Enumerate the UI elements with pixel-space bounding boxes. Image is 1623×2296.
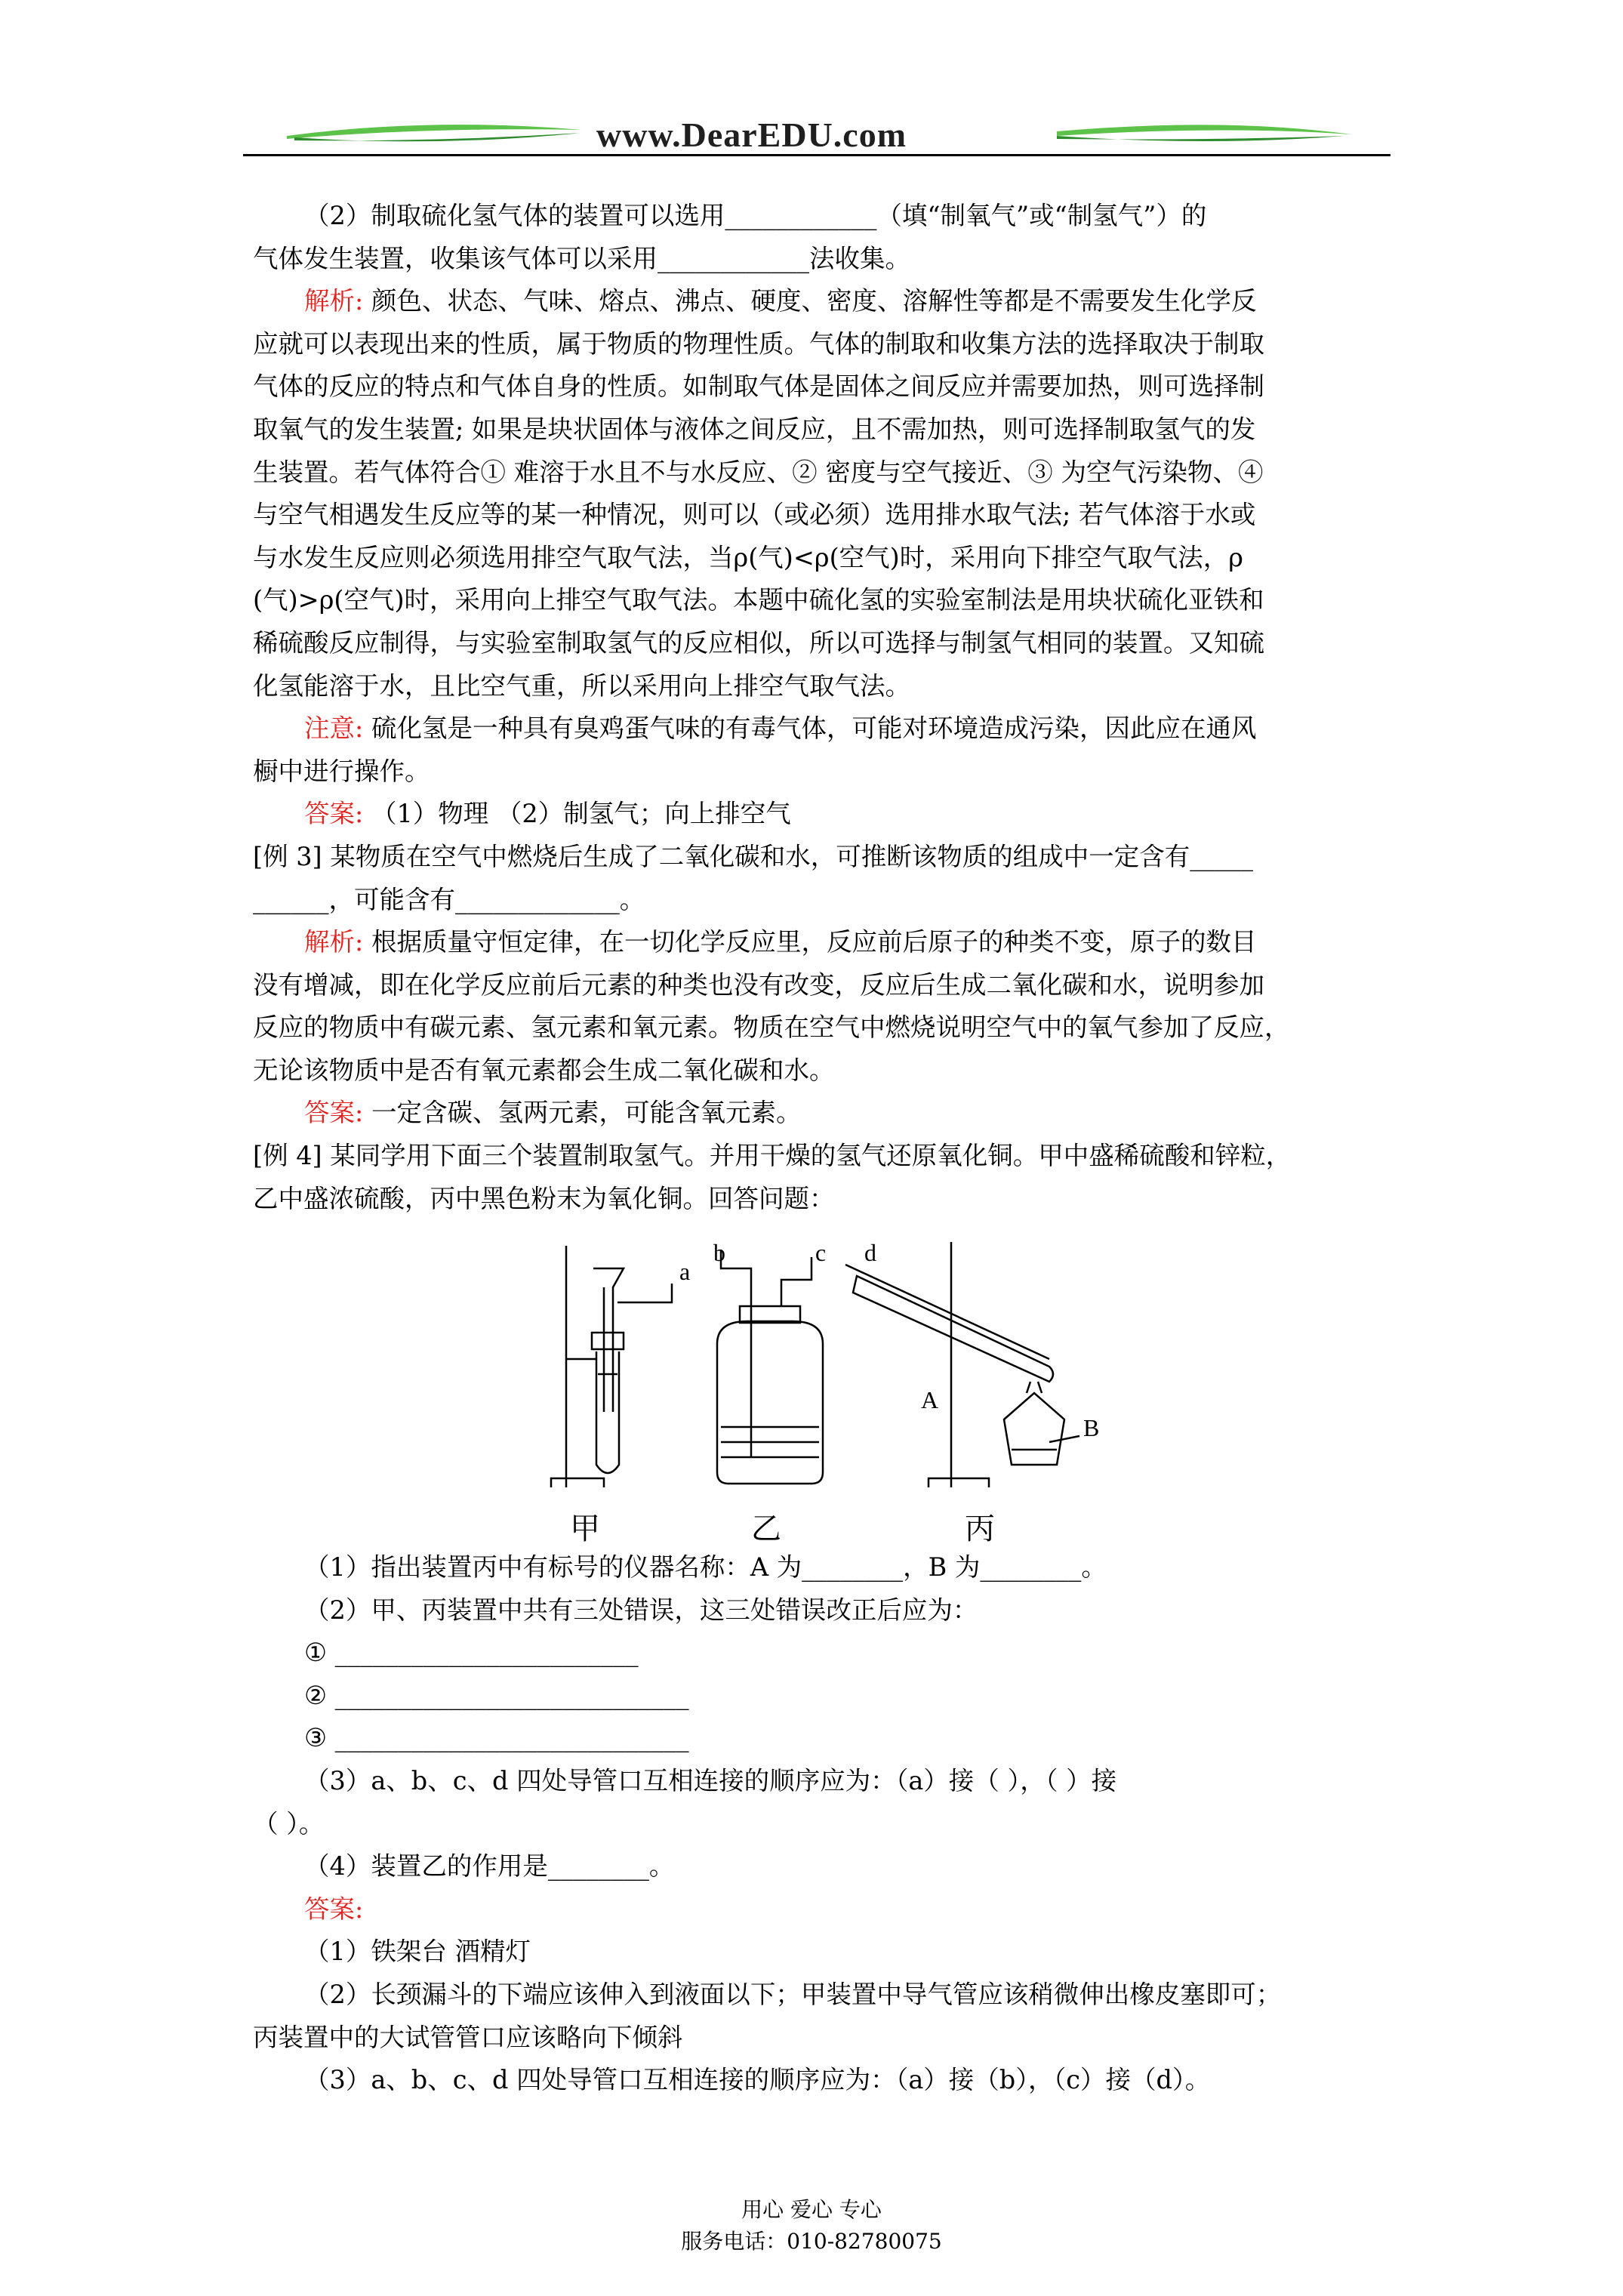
header-divider — [243, 154, 1390, 156]
line-text: ③ ____________________________ — [304, 1723, 689, 1753]
line-text: 稀硫酸反应制得，与实验室制取氢气的反应相似，所以可选择与制氢气相同的装置。又知硫 — [253, 627, 1264, 658]
text-line — [253, 1931, 1400, 1974]
line-text: 与水发生反应则必须选用排空气取气法，当ρ(气)<ρ(空气)时，采用向下排空气取气法，ρ — [253, 542, 1243, 572]
text-line — [253, 622, 1400, 665]
text-line — [253, 451, 1400, 495]
line-text: (气)>ρ(空气)时，采用向上排空气取气法。本题中硫化氢的实验室制法是用块状硫化亚铁和 — [253, 585, 1264, 615]
text-line — [253, 1803, 1400, 1846]
text-line — [253, 1717, 1400, 1760]
document-body-upper — [253, 195, 1400, 1220]
line-text: 乙中盛浓硫酸，丙中黑色粉末为氧化铜。回答问题： — [253, 1183, 835, 1213]
text-line — [253, 1760, 1400, 1803]
line-text: ______，可能含有_____________。 — [253, 884, 645, 914]
section-label: 答案: — [304, 1098, 364, 1128]
text-line — [253, 1178, 1400, 1221]
line-text: （2）甲、丙装置中共有三处错误，这三处错误改正后应为： — [304, 1595, 978, 1625]
section-label: 解析: — [304, 927, 364, 957]
line-text: [例 4] 某同学用下面三个装置制取氢气。并用干燥的氢气还原氧化铜。甲中盛稀硫酸和锌粒， — [253, 1141, 1292, 1171]
text-line — [253, 836, 1400, 879]
line-text: [例 3] 某物质在空气中燃烧后生成了二氧化碳和水，可推断该物质的组成中一定含有_____ — [253, 841, 1253, 871]
footer-slogan: 用心 爱心 专心 — [741, 2197, 882, 2222]
line-text: 一定含碳、氢两元素，可能含氧元素。 — [363, 1098, 802, 1128]
text-line — [253, 964, 1400, 1007]
text-line — [253, 1589, 1400, 1632]
line-text: 根据质量守恒定律，在一切化学反应里，反应前后原子的种类不变，原子的数目 — [363, 927, 1257, 957]
line-text: （3）a、b、c、d 四处导管口互相连接的顺序应为：（a）接（b），（c）接（d）。 — [304, 2065, 1211, 2095]
line-text: 生装置。若气体符合① 难溶于水且不与水反应、② 密度与空气接近、③ 为空气污染物、④ — [253, 457, 1264, 487]
line-text: （3）a、b、c、d 四处导管口互相连接的顺序应为：（a）接（ ），（ ）接 — [304, 1765, 1117, 1795]
text-line — [253, 579, 1400, 622]
text-line — [253, 537, 1400, 580]
line-text: 化氢能溶于水，且比空气重，所以采用向上排空气取气法。 — [253, 670, 910, 701]
text-line — [253, 750, 1400, 794]
text-line — [253, 1632, 1400, 1675]
label-c: c — [815, 1239, 827, 1266]
text-line — [253, 879, 1400, 922]
line-text: 气体发生装置，收集该气体可以采用____________法收集。 — [253, 243, 910, 273]
lab-apparatus-diagram — [521, 1238, 1140, 1563]
text-line — [253, 494, 1400, 537]
label-b: b — [713, 1239, 725, 1266]
text-line — [253, 921, 1400, 964]
line-text: 硫化氢是一种具有臭鸡蛋气味的有毒气体，可能对环境造成污染，因此应在通风 — [363, 713, 1257, 744]
text-line — [253, 195, 1400, 238]
line-text: 没有增减，即在化学反应前后元素的种类也没有改变，反应后生成二氧化碳和水，说明参加 — [253, 969, 1264, 1000]
text-line — [253, 665, 1400, 708]
text-line — [253, 1006, 1400, 1049]
line-text: 取氧气的发生装置; 如果是块状固体与液体之间反应，且不需加热，则可选择制取氢气的发 — [253, 414, 1256, 444]
line-text: 橱中进行操作。 — [253, 756, 430, 786]
label-d: d — [864, 1239, 876, 1266]
line-text: 气体的反应的特点和气体自身的性质。如制取气体是固体之间反应并需要加热，则可选择制 — [253, 371, 1264, 402]
line-text: （1）指出装置丙中有标号的仪器名称：A 为________，B 为________。 — [304, 1552, 1107, 1582]
line-text: 丙装置中的大试管管口应该略向下倾斜 — [253, 2022, 683, 2052]
text-line — [253, 365, 1400, 408]
label-A: A — [921, 1386, 939, 1413]
text-line — [253, 238, 1400, 281]
line-text: ① ________________________ — [304, 1638, 639, 1668]
caption-jia: 甲 — [570, 1512, 600, 1546]
line-text: （1）物理 （2）制氢气；向上排空气 — [363, 799, 791, 829]
line-text: （ ）。 — [253, 1808, 325, 1838]
text-line — [253, 408, 1400, 451]
line-text: 无论该物质中是否有氧元素都会生成二氧化碳和水。 — [253, 1055, 835, 1085]
line-text: （2）制取硫化氢气体的装置可以选用____________（填“制氧气”或“制氢气”）的 — [304, 201, 1207, 230]
caption-yi: 乙 — [751, 1512, 781, 1546]
line-text: （2）长颈漏斗的下端应该伸入到液面以下；甲装置中导气管应该稍微伸出橡皮塞即可； — [304, 1979, 1282, 2009]
text-line — [253, 1845, 1400, 1888]
text-line — [253, 707, 1400, 750]
line-text: 颜色、状态、气味、熔点、沸点、硬度、密度、溶解性等都是不需要发生化学反 — [363, 286, 1257, 316]
label-B: B — [1083, 1414, 1100, 1441]
label-a: a — [679, 1258, 691, 1285]
line-text: 与空气相遇发生反应等的某一种情况，则可以（或必须）选用排水取气法; 若气体溶于水或 — [253, 500, 1256, 530]
site-logo-text[interactable]: www.DearEDU.com — [596, 116, 907, 154]
line-text: 应就可以表现出来的性质，属于物质的物理性质。气体的制取和收集方法的选择取决于制取 — [253, 328, 1264, 359]
text-line — [253, 1049, 1400, 1093]
text-line — [253, 793, 1400, 836]
section-label: 注意: — [304, 713, 364, 744]
text-line — [253, 1546, 1400, 1589]
text-line — [253, 2059, 1400, 2102]
line-text: （4）装置乙的作用是________。 — [304, 1851, 675, 1881]
line-text: （1）铁架台 酒精灯 — [304, 1937, 531, 1967]
text-line — [253, 1675, 1400, 1718]
document-body-lower — [253, 1546, 1400, 2102]
text-line — [253, 1888, 1400, 1931]
section-label: 答案: — [304, 1894, 364, 1924]
text-line — [253, 323, 1400, 366]
apparatus-figure — [521, 1238, 1140, 1563]
footer-phone: 服务电话：010-82780075 — [681, 2229, 942, 2254]
text-line — [253, 280, 1400, 323]
line-text: ② ____________________________ — [304, 1680, 689, 1710]
section-label: 答案: — [304, 799, 364, 829]
text-line — [253, 1135, 1400, 1178]
caption-bing: 丙 — [965, 1512, 995, 1546]
text-line — [253, 1974, 1400, 2017]
text-line — [253, 1092, 1400, 1135]
text-line — [253, 2017, 1400, 2060]
section-label: 解析: — [304, 286, 364, 316]
line-text: 反应的物质中有碳元素、氢元素和氧元素。物质在空气中燃烧说明空气中的氧气参加了反应， — [253, 1012, 1290, 1043]
